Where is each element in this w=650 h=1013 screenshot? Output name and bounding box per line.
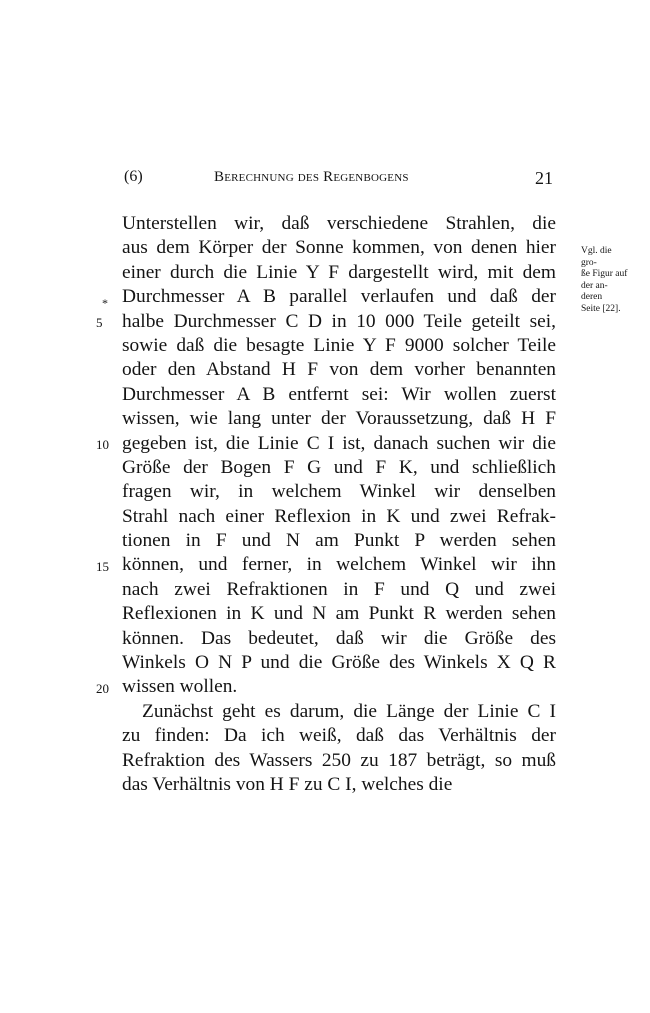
text-line: Durchmesser A B entfernt sei: Wir wollen zuerst: [122, 383, 556, 405]
running-title: Berechnung des Regenbogens: [214, 169, 409, 185]
text-line: das Verhältnis von H F zu C I, welches die: [122, 773, 453, 795]
margin-note-line: Seite [22].: [581, 303, 621, 314]
line-number-10: 10: [96, 437, 109, 452]
text-line: Unterstellen wir, daß verschiedene Strahlen, die: [122, 213, 556, 234]
margin-note-line: gro-: [581, 257, 597, 268]
text-line: wissen wollen.: [122, 676, 238, 698]
page-break-marker: *: [102, 296, 108, 310]
body-text: [122, 212, 556, 797]
text-line: können, und ferner, in welchem Winkel wir ihn: [122, 554, 556, 576]
text-line: tionen in F und N am Punkt P werden sehen: [122, 530, 556, 552]
text-line: Reflexionen in K und N am Punkt R werden sehen: [122, 603, 556, 625]
text-line: oder den Abstand H F von dem vorher benannten: [122, 359, 556, 381]
text-line: fragen wir, in welchem Winkel wir denselben: [122, 481, 556, 503]
margin-note-line: deren: [581, 292, 603, 302]
text-line: Größe der Bogen F G und F K, und schließlich: [122, 456, 556, 478]
text-line: gegeben ist, die Linie C I ist, danach suchen wir die: [122, 432, 556, 454]
text-line: Zunächst geht es darum, die Länge der Linie C I: [142, 700, 556, 722]
text-line: Durchmesser A B parallel verlaufen und daß der: [122, 286, 556, 308]
text-line: Refraktion des Wassers 250 zu 187 beträgt, so muß: [122, 749, 556, 771]
text-line: können. Das bedeutet, daß wir die Größe des: [122, 627, 556, 649]
text-line: Strahl nach einer Reflexion in K und zwei Refrak-: [122, 505, 556, 527]
section-number: (6): [124, 168, 143, 185]
margin-note-line: ße Figur auf: [581, 269, 628, 279]
text-line: aus dem Körper der Sonne kommen, von denen hier: [122, 237, 556, 259]
line-number-5: 5: [96, 315, 103, 330]
page-number: 21: [535, 168, 553, 188]
margin-note: [581, 246, 647, 315]
text-line: nach zwei Refraktionen in F und Q und zwei: [122, 578, 556, 600]
text-line: halbe Durchmesser C D in 10 000 Teile geteilt sei,: [122, 310, 556, 332]
line-number-15: 15: [96, 559, 109, 574]
running-header: [0, 168, 650, 194]
text-line: Winkels O N P und die Größe des Winkels X Q R: [122, 652, 556, 674]
text-line: sowie daß die besagte Linie Y F 9000 solcher Teile: [122, 334, 556, 356]
text-line: zu finden: Da ich weiß, daß das Verhältnis der: [122, 725, 556, 747]
text-line: einer durch die Linie Y F dargestellt wird, mit dem: [122, 261, 556, 283]
text-line: wissen, wie lang unter der Voraussetzung, daß H F: [122, 408, 556, 430]
margin-note-line: der an-: [581, 280, 608, 291]
margin-note-line: Vgl. die: [581, 246, 612, 256]
line-number-20: 20: [96, 681, 109, 696]
